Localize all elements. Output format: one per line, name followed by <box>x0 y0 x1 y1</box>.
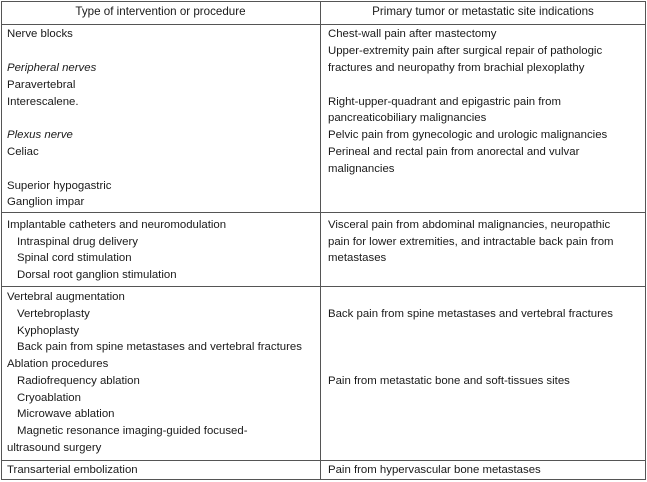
row-divider <box>1 24 646 25</box>
column-divider <box>320 1 321 480</box>
row1-right-line: malignancies <box>328 163 395 175</box>
row-divider <box>1 286 646 287</box>
row4-right-line: Pain from hypervascular bone metastases <box>328 464 541 476</box>
row1-left-line: Peripheral nerves <box>7 62 97 74</box>
row-divider <box>1 212 646 213</box>
row3-right-line: Pain from metastatic bone and soft-tissues sites <box>328 375 570 387</box>
row3-left-line: Back pain from spine metastases and vertebral fractures <box>17 341 302 353</box>
row3-left-line: Cryoablation <box>17 392 81 404</box>
row3-left-line: Vertebral augmentation <box>7 291 125 303</box>
row1-left-line: Superior hypogastric <box>7 180 112 192</box>
row-divider <box>1 460 646 461</box>
row1-right-line: Pelvic pain from gynecologic and urologic malignancies <box>328 129 608 141</box>
row1-right-line: fractures and neuropathy from brachial plexoplathy <box>328 62 585 74</box>
indications-table <box>1 1 646 480</box>
table-border-right <box>645 1 646 480</box>
row1-left-line: Ganglion impar <box>7 196 85 208</box>
row2-left-line: Spinal cord stimulation <box>17 252 132 264</box>
row3-left-line: Radiofrequency ablation <box>17 375 140 387</box>
row1-right-line: Perineal and rectal pain from anorectal and vulvar <box>328 146 580 158</box>
row3-left-line: ultrasound surgery <box>7 442 102 454</box>
table-border-left <box>1 1 2 480</box>
row1-left-line: Celiac <box>7 146 39 158</box>
row2-right-line: Visceral pain from abdominal malignancies, neuropathic <box>328 219 611 231</box>
row2-right-line: metastases <box>328 252 387 264</box>
row1-right-line: Upper-extremity pain after surgical repair of pathologic <box>328 45 603 57</box>
row1-left-line: Paravertebral <box>7 79 76 91</box>
row2-left-line: Dorsal root ganglion stimulation <box>17 269 177 281</box>
row1-left-line: Plexus nerve <box>7 129 73 141</box>
row3-left-line: Vertebroplasty <box>17 308 90 320</box>
table-border-top <box>1 1 646 2</box>
row1-left-line: Interescalene. <box>7 96 79 108</box>
row3-left-line: Kyphoplasty <box>17 325 80 337</box>
row1-right-line: Right-upper-quadrant and epigastric pain from <box>328 96 562 108</box>
row1-right-line: pancreaticobiliary malignancies <box>328 112 487 124</box>
row4-left-line: Transarterial embolization <box>7 464 138 476</box>
header-indications: Primary tumor or metastatic site indications <box>372 5 594 18</box>
table-border-bottom <box>1 479 646 480</box>
row2-right-line: pain for lower extremities, and intractable back pain from <box>328 236 614 248</box>
row3-left-line: Magnetic resonance imaging-guided focused- <box>17 425 248 437</box>
row3-left-line: Ablation procedures <box>7 358 109 370</box>
row3-left-line: Microwave ablation <box>17 408 115 420</box>
row2-left-line: Intraspinal drug delivery <box>17 236 138 248</box>
header-intervention: Type of intervention or procedure <box>75 5 246 18</box>
row1-right-line: Chest-wall pain after mastectomy <box>328 28 497 40</box>
row1-left-line: Nerve blocks <box>7 28 73 40</box>
row2-left-line: Implantable catheters and neuromodulation <box>7 219 227 231</box>
row3-right-line: Back pain from spine metastases and vertebral fractures <box>328 308 613 320</box>
